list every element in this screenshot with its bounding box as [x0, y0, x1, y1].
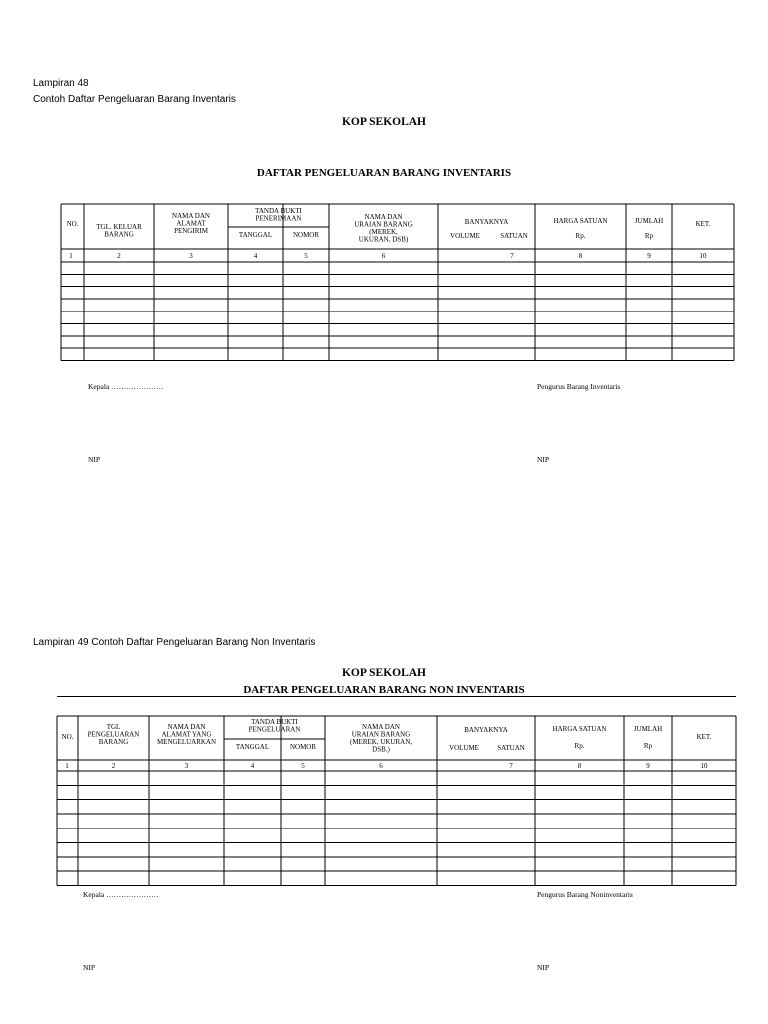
header-uraian: URAIAN BARANG [351, 730, 411, 739]
header-tanda-bukti: TANDA BUKTI [255, 207, 302, 215]
column-number-8: 8 [578, 252, 583, 260]
header-tgl: PENGELUARAN [87, 730, 140, 739]
header-banyaknya: BANYAKNYA [464, 726, 508, 734]
header-uraian: NAMA DAN [362, 723, 400, 731]
appendix-label: Lampiran 49 Contoh Daftar Pengeluaran Barang Non Inventaris [33, 637, 316, 648]
header-nama: ALAMAT [176, 219, 206, 228]
header-tanggal: TANGGAL [235, 743, 270, 751]
header-uraian: NAMA DAN [364, 213, 403, 221]
header-tgl: BARANG [98, 738, 129, 746]
header-tanda-bukti: TANDA BUKTI [251, 718, 298, 726]
header-uraian: (MEREK, [369, 228, 398, 236]
column-number-7: 7 [509, 762, 513, 770]
header-uraian: URAIAN BARANG [354, 220, 413, 229]
header-uraian: UKURAN, DSB) [358, 235, 409, 244]
appendix-label: Lampiran 48 [33, 78, 89, 89]
header-nama: ALAMAT YANG [161, 730, 212, 739]
header-uraian: DSB.) [372, 745, 390, 754]
column-number-7: 7 [510, 252, 514, 260]
signature-nip-right: NIP [537, 455, 550, 464]
header-tgl: TGL [106, 723, 121, 731]
header-tgl: TGL. KELUAR [96, 223, 142, 231]
header-nomor: NOMOR [289, 743, 317, 751]
header-ket: KET. [695, 220, 711, 228]
header-nama: NAMA DAN [167, 723, 206, 731]
header-nomor: NOMOR [292, 231, 320, 239]
column-number-2: 2 [117, 252, 121, 260]
column-number-8: 8 [577, 762, 582, 770]
signature-kepala: Kepala ………………… [83, 890, 159, 899]
column-number-4: 4 [250, 762, 255, 770]
header-volume: VOLUME [450, 232, 480, 240]
header-ket: KET. [696, 733, 712, 741]
signature-pengurus: Pengurus Barang Inventaris [537, 382, 621, 391]
header-no: NO. [61, 733, 74, 741]
signature-nip-right: NIP [537, 963, 550, 972]
header-tanda-bukti: PENGELUARAN [248, 725, 301, 734]
column-number-9: 9 [646, 762, 650, 770]
header-harga-satuan: HARGA SATUAN [552, 725, 607, 733]
header-satuan: SATUAN [500, 232, 528, 240]
header-jumlah: Rp [644, 232, 654, 240]
header-uraian: (MEREK, UKURAN, [349, 738, 413, 746]
column-number-3: 3 [184, 762, 189, 770]
header-harga-satuan: Rp. [575, 232, 586, 240]
document-title: DAFTAR PENGELUARAN BARANG INVENTARIS [256, 167, 512, 179]
header-tanggal: TANGGAL [238, 231, 273, 239]
header-jumlah: JUMLAH [634, 217, 664, 225]
column-number-6: 6 [381, 252, 386, 260]
signature-nip-left: NIP [88, 455, 101, 464]
header-harga-satuan: HARGA SATUAN [553, 217, 608, 225]
header-banyaknya: BANYAKNYA [464, 218, 509, 226]
column-number-1: 1 [65, 762, 69, 770]
column-number-1: 1 [69, 252, 73, 260]
column-number-5: 5 [304, 252, 308, 260]
signature-nip-left: NIP [83, 963, 96, 972]
column-number-3: 3 [189, 252, 193, 260]
kop-sekolah-heading: KOP SEKOLAH [341, 667, 427, 679]
header-nama: PENGIRIM [174, 227, 208, 235]
header-nama: NAMA DAN [172, 212, 210, 220]
signature-pengurus: Pengurus Barang Noninventaris [537, 890, 633, 899]
header-volume: VOLUME [449, 744, 479, 752]
header-satuan: SATUAN [497, 744, 525, 752]
column-number-10: 10 [700, 762, 708, 770]
column-number-6: 6 [379, 762, 383, 770]
column-number-9: 9 [647, 252, 651, 260]
kop-sekolah-heading: KOP SEKOLAH [341, 116, 427, 128]
column-number-2: 2 [111, 762, 116, 770]
column-number-5: 5 [301, 762, 305, 770]
header-nama: MENGELUARKAN [156, 738, 217, 746]
header-jumlah: JUMLAH [633, 725, 663, 733]
column-number-4: 4 [253, 252, 258, 260]
header-jumlah: Rp [643, 742, 653, 750]
column-number-10: 10 [699, 252, 707, 260]
header-tanda-bukti: PENERIMAAN [255, 214, 302, 223]
document-title: DAFTAR PENGELUARAN BARANG NON INVENTARIS [243, 684, 525, 696]
signature-kepala: Kepala ………………… [88, 382, 164, 391]
appendix-caption: Contoh Daftar Pengeluaran Barang Inventaris [33, 94, 236, 105]
header-no: NO. [66, 220, 79, 228]
header-harga-satuan: Rp. [574, 742, 585, 750]
header-tgl: BARANG [104, 230, 134, 239]
